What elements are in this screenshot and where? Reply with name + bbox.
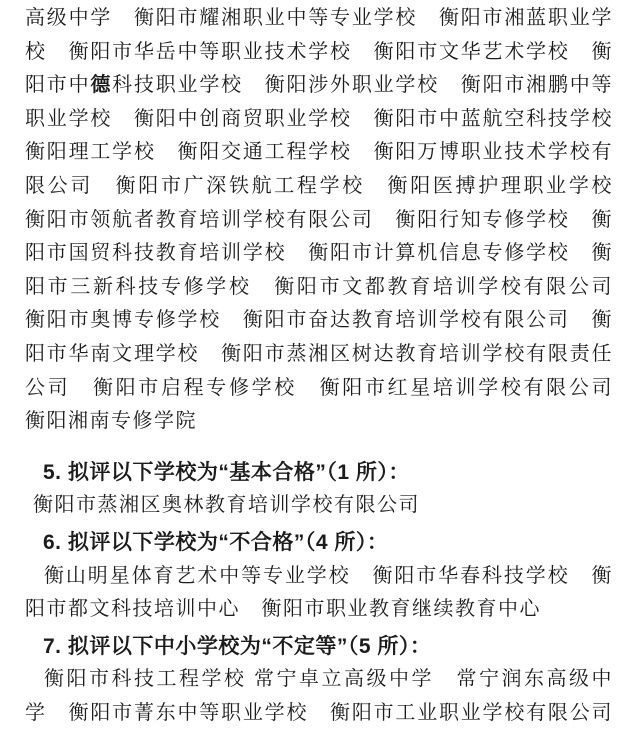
text-run: 科技职业学校 衡阳涉外职业学校 衡阳市湘鹏中等 [112, 74, 614, 97]
section-5-basic-pass [25, 456, 613, 523]
text-line: 校 衡阳市华岳中等职业技术学校 衡阳市文华艺术学校 衡 [25, 40, 613, 63]
text-line: 衡阳市奥博专修学校 衡阳市奋达教育培训学校有限公司 衡 [25, 309, 613, 332]
text-line: 高级中学 衡阳市耀湘职业中等专业学校 衡阳市湘蓝职业学 [25, 7, 613, 29]
text-line: 公司 衡阳市启程专修学校 衡阳市红星培训学校有限公司 [25, 376, 613, 399]
section-7-ungraded [25, 630, 613, 731]
text-line: 阳市都文科技培训中心 衡阳市职业教育继续教育中心 [25, 598, 541, 621]
text-run: 阳市中 [25, 74, 91, 97]
text-line: 衡阳理工学校 衡阳交通工程学校 衡阳万博职业技术学校有 [25, 141, 613, 164]
section-6-fail [25, 526, 613, 627]
text-line: 衡阳湘南专修学院 [25, 410, 197, 433]
school-list-continuation [25, 2, 613, 439]
section-7-heading: 7. 拟评以下中小学校为“不定等”（5 所）： [43, 634, 432, 658]
section-6-heading: 6. 拟评以下学校为“不合格”（4 所）： [43, 530, 389, 554]
text-line: 阳市三新科技专修学校 衡阳市文都教育培训学校有限公司 [25, 275, 613, 298]
text-line: 限公司 衡阳市广深铁航工程学校 衡阳医搏护理职业学校 [25, 174, 613, 197]
text-line [25, 69, 613, 103]
text-line: 衡阳市领航者教育培训学校有限公司 衡阳行知专修学校 衡 [25, 208, 613, 231]
text-line: 衡阳市蒸湘区奥林教育培训学校有限公司 [33, 494, 420, 517]
text-line: 阳市国贸科技教育培训学校 衡阳市计算机信息专修学校 衡 [25, 242, 613, 265]
text-line: 衡阳市科技工程学校 常宁卓立高级中学 常宁润东高级中 [44, 668, 613, 691]
text-line: 阳市华南文理学校 衡阳市蒸湘区树达教育培训学校有限责任 [25, 342, 613, 365]
section-5-heading: 5. 拟评以下学校为“基本合格”（1 所）： [43, 460, 410, 484]
text-line: 职业学校 衡阳中创商贸职业学校 衡阳市中蓝航空科技学校 [25, 107, 613, 130]
emphasized-character: 德 [90, 74, 113, 97]
text-line: 衡山明星体育艺术中等专业学校 衡阳市华春科技学校 衡 [44, 564, 613, 587]
text-line: 学 衡阳市菁东中等职业学校 衡阳市工业职业学校有限公司 [25, 701, 613, 724]
